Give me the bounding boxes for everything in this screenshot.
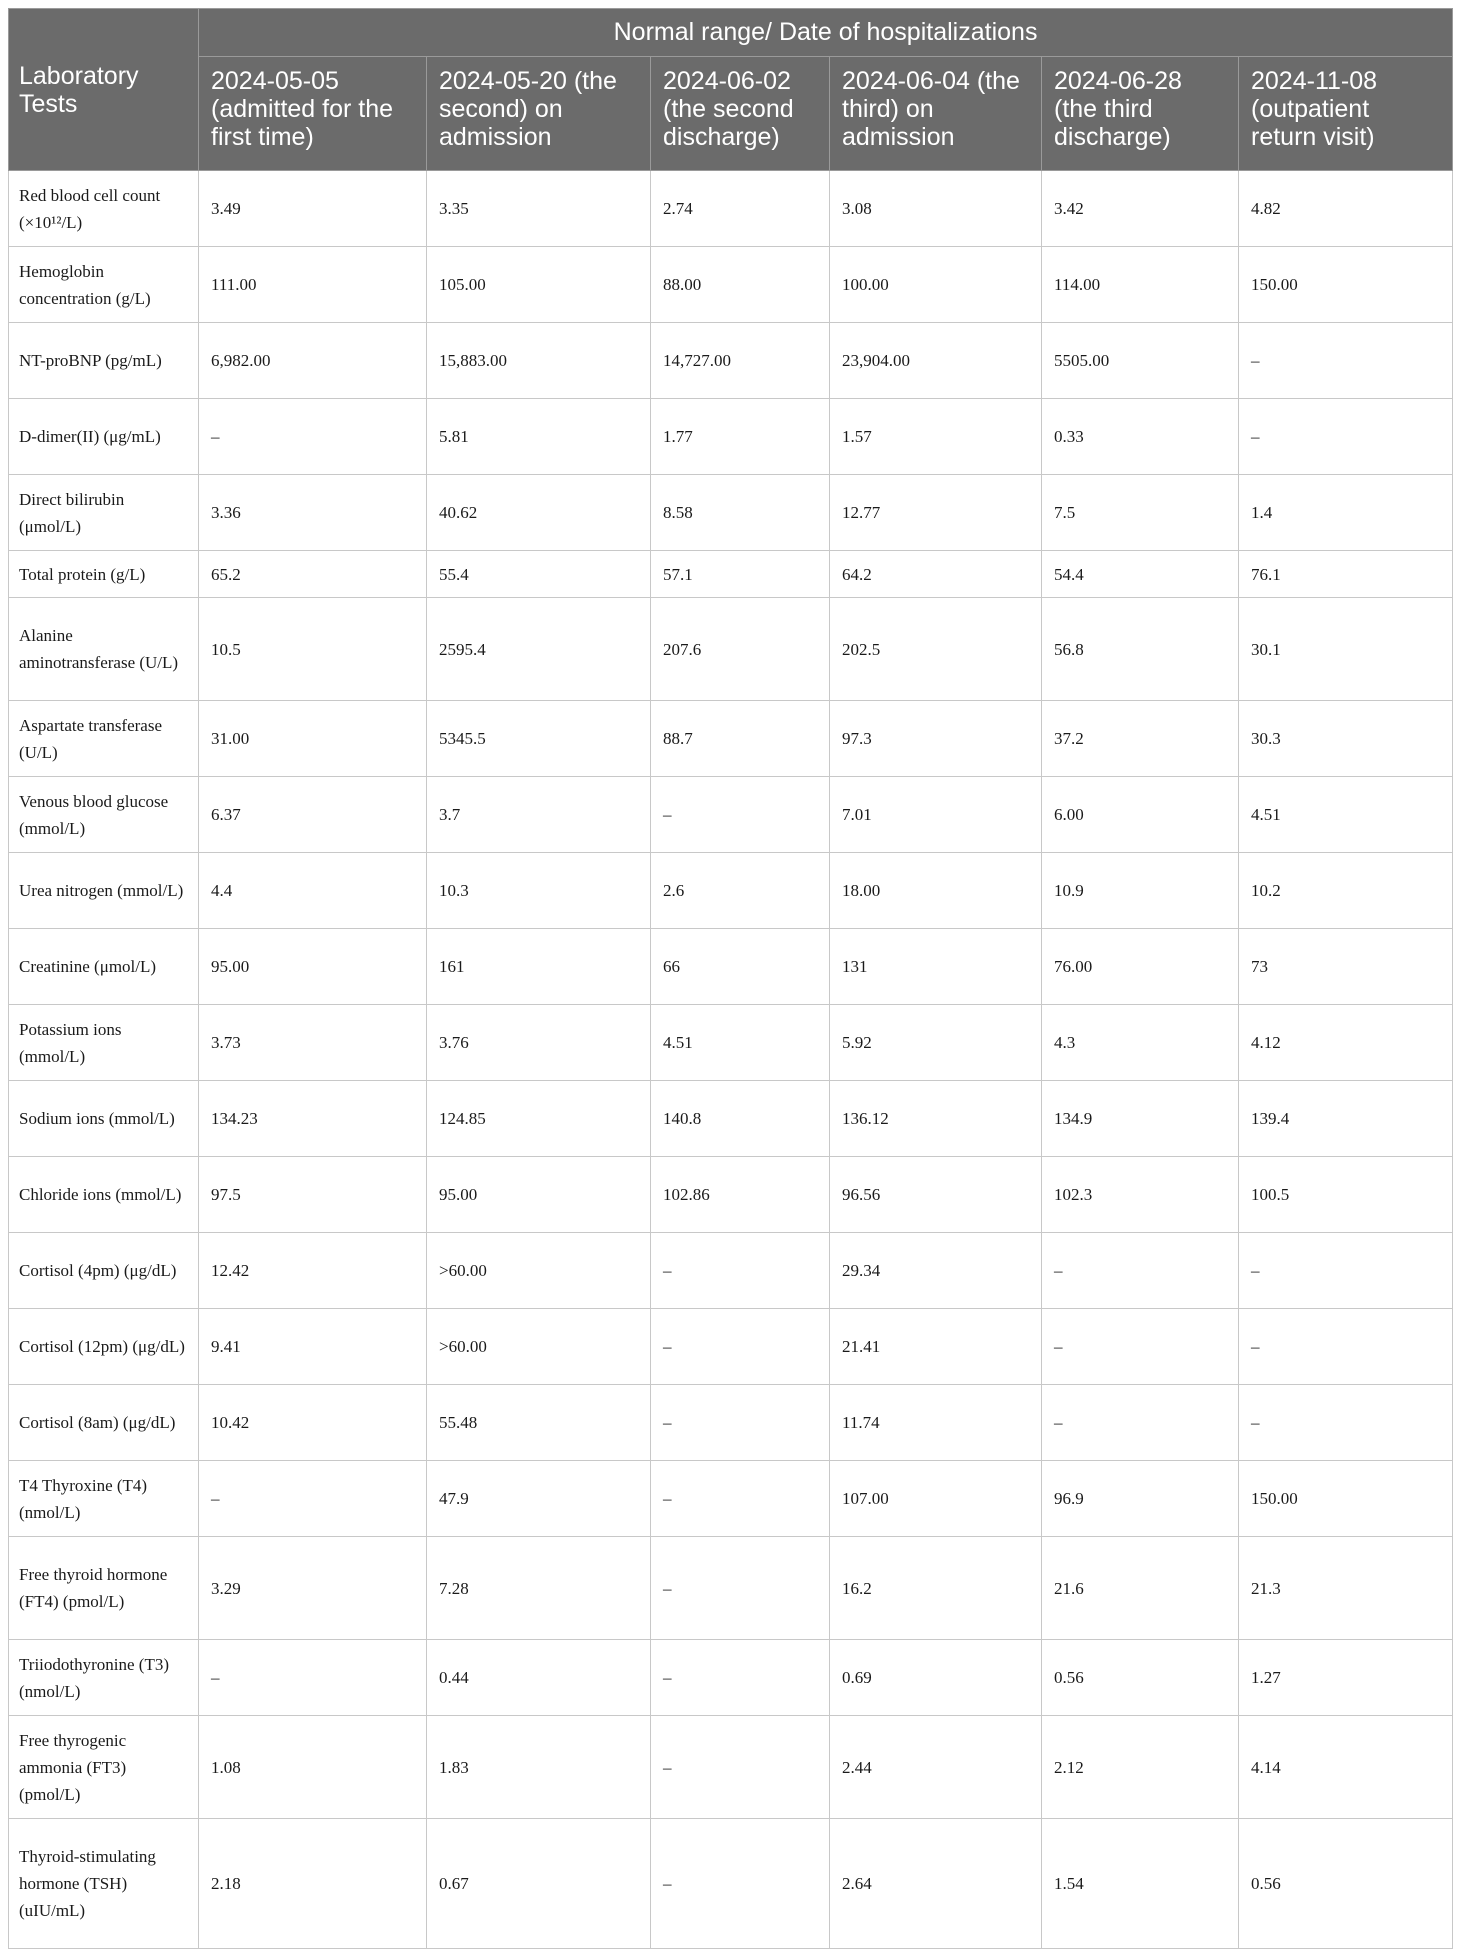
value-cell: 0.33 xyxy=(1042,399,1239,475)
value-cell: 9.41 xyxy=(199,1309,427,1385)
value-cell: 6.00 xyxy=(1042,777,1239,853)
value-cell: 1.27 xyxy=(1239,1640,1453,1716)
test-name-cell: Red blood cell count (×10¹²/L) xyxy=(9,171,199,247)
value-cell: – xyxy=(651,1640,830,1716)
value-cell: – xyxy=(1239,1309,1453,1385)
value-cell: – xyxy=(651,1309,830,1385)
table-row xyxy=(9,598,1453,701)
value-cell: 73 xyxy=(1239,929,1453,1005)
value-cell: 3.7 xyxy=(427,777,651,853)
test-name-cell: Chloride ions (mmol/L) xyxy=(9,1157,199,1233)
value-cell: 76.00 xyxy=(1042,929,1239,1005)
value-cell: 4.12 xyxy=(1239,1005,1453,1081)
value-cell: 30.3 xyxy=(1239,701,1453,777)
test-name-cell: Thyroid-stimulating hormone (TSH) (uIU/mL) xyxy=(9,1819,199,1949)
test-name-cell: NT-proBNP (pg/mL) xyxy=(9,323,199,399)
value-cell: 107.00 xyxy=(830,1461,1042,1537)
table-row xyxy=(9,1716,1453,1819)
value-cell: 139.4 xyxy=(1239,1081,1453,1157)
value-cell: 12.42 xyxy=(199,1233,427,1309)
test-name-cell: Free thyrogenic ammonia (FT3) (pmol/L) xyxy=(9,1716,199,1819)
table-row xyxy=(9,1081,1453,1157)
value-cell: 30.1 xyxy=(1239,598,1453,701)
value-cell: 1.77 xyxy=(651,399,830,475)
value-cell: 11.74 xyxy=(830,1385,1042,1461)
table-row xyxy=(9,1640,1453,1716)
value-cell: 57.1 xyxy=(651,551,830,598)
value-cell: 10.2 xyxy=(1239,853,1453,929)
column-header: 2024-05-20 (the second) on admission xyxy=(427,57,651,171)
value-cell: 1.54 xyxy=(1042,1819,1239,1949)
value-cell: 65.2 xyxy=(199,551,427,598)
table-body xyxy=(9,171,1453,1949)
column-header: 2024-06-28 (the third discharge) xyxy=(1042,57,1239,171)
value-cell: – xyxy=(199,1640,427,1716)
table-row xyxy=(9,929,1453,1005)
value-cell: 7.01 xyxy=(830,777,1042,853)
value-cell: 140.8 xyxy=(651,1081,830,1157)
value-cell: – xyxy=(199,1461,427,1537)
value-cell: 3.08 xyxy=(830,171,1042,247)
value-cell: 37.2 xyxy=(1042,701,1239,777)
value-cell: 15,883.00 xyxy=(427,323,651,399)
value-cell: 23,904.00 xyxy=(830,323,1042,399)
value-cell: – xyxy=(1042,1309,1239,1385)
table-row xyxy=(9,323,1453,399)
test-name-cell: Total protein (g/L) xyxy=(9,551,199,598)
value-cell: 2.6 xyxy=(651,853,830,929)
table-row xyxy=(9,1157,1453,1233)
value-cell: 96.56 xyxy=(830,1157,1042,1233)
table-row xyxy=(9,1233,1453,1309)
value-cell: 40.62 xyxy=(427,475,651,551)
value-cell: – xyxy=(651,1461,830,1537)
value-cell: 7.5 xyxy=(1042,475,1239,551)
value-cell: 111.00 xyxy=(199,247,427,323)
value-cell: 105.00 xyxy=(427,247,651,323)
value-cell: 150.00 xyxy=(1239,247,1453,323)
value-cell: 21.41 xyxy=(830,1309,1042,1385)
value-cell: 3.35 xyxy=(427,171,651,247)
value-cell: 3.76 xyxy=(427,1005,651,1081)
test-name-cell: Cortisol (4pm) (μg/dL) xyxy=(9,1233,199,1309)
value-cell: – xyxy=(1239,399,1453,475)
value-cell: 1.57 xyxy=(830,399,1042,475)
test-name-cell: D-dimer(II) (μg/mL) xyxy=(9,399,199,475)
value-cell: 3.36 xyxy=(199,475,427,551)
table-row xyxy=(9,853,1453,929)
value-cell: 102.3 xyxy=(1042,1157,1239,1233)
value-cell: 5345.5 xyxy=(427,701,651,777)
lab-results-table-container xyxy=(8,8,1452,1949)
value-cell: 5.81 xyxy=(427,399,651,475)
table-row xyxy=(9,171,1453,247)
test-name-cell: Sodium ions (mmol/L) xyxy=(9,1081,199,1157)
table-row xyxy=(9,701,1453,777)
value-cell: 2.74 xyxy=(651,171,830,247)
value-cell: 2.64 xyxy=(830,1819,1042,1949)
value-cell: 56.8 xyxy=(1042,598,1239,701)
value-cell: 55.4 xyxy=(427,551,651,598)
value-cell: 1.08 xyxy=(199,1716,427,1819)
value-cell: 10.3 xyxy=(427,853,651,929)
value-cell: 2.44 xyxy=(830,1716,1042,1819)
value-cell: 6,982.00 xyxy=(199,323,427,399)
value-cell: 2595.4 xyxy=(427,598,651,701)
value-cell: 161 xyxy=(427,929,651,1005)
value-cell: 12.77 xyxy=(830,475,1042,551)
table-row xyxy=(9,247,1453,323)
value-cell: >60.00 xyxy=(427,1233,651,1309)
value-cell: – xyxy=(651,1537,830,1640)
value-cell: >60.00 xyxy=(427,1309,651,1385)
value-cell: 0.69 xyxy=(830,1640,1042,1716)
table-row xyxy=(9,777,1453,853)
value-cell: 0.56 xyxy=(1239,1819,1453,1949)
value-cell: – xyxy=(1042,1233,1239,1309)
value-cell: 131 xyxy=(830,929,1042,1005)
table-row xyxy=(9,1385,1453,1461)
value-cell: 2.18 xyxy=(199,1819,427,1949)
value-cell: – xyxy=(199,399,427,475)
value-cell: 4.82 xyxy=(1239,171,1453,247)
value-cell: 10.5 xyxy=(199,598,427,701)
value-cell: 0.44 xyxy=(427,1640,651,1716)
test-name-cell: Creatinine (μmol/L) xyxy=(9,929,199,1005)
value-cell: 207.6 xyxy=(651,598,830,701)
value-cell: – xyxy=(651,1819,830,1949)
test-name-cell: Triiodothyronine (T3) (nmol/L) xyxy=(9,1640,199,1716)
test-name-cell: Alanine aminotransferase (U/L) xyxy=(9,598,199,701)
table-row xyxy=(9,1537,1453,1640)
value-cell: 100.5 xyxy=(1239,1157,1453,1233)
value-cell: 97.3 xyxy=(830,701,1042,777)
value-cell: 97.5 xyxy=(199,1157,427,1233)
value-cell: 88.00 xyxy=(651,247,830,323)
value-cell: 3.49 xyxy=(199,171,427,247)
value-cell: 4.4 xyxy=(199,853,427,929)
table-row xyxy=(9,399,1453,475)
value-cell: 4.51 xyxy=(651,1005,830,1081)
lab-results-table xyxy=(8,8,1453,1949)
test-name-cell: Cortisol (12pm) (μg/dL) xyxy=(9,1309,199,1385)
column-header: 2024-05-05 (admitted for the first time) xyxy=(199,57,427,171)
table-header xyxy=(9,9,1453,171)
value-cell: 31.00 xyxy=(199,701,427,777)
value-cell: 21.6 xyxy=(1042,1537,1239,1640)
value-cell: – xyxy=(1042,1385,1239,1461)
table-row xyxy=(9,1309,1453,1385)
corner-header-laboratory-tests: Laboratory Tests xyxy=(9,9,199,171)
value-cell: 0.67 xyxy=(427,1819,651,1949)
value-cell: 134.23 xyxy=(199,1081,427,1157)
table-row xyxy=(9,475,1453,551)
value-cell: 150.00 xyxy=(1239,1461,1453,1537)
value-cell: 124.85 xyxy=(427,1081,651,1157)
value-cell: 6.37 xyxy=(199,777,427,853)
test-name-cell: Cortisol (8am) (μg/dL) xyxy=(9,1385,199,1461)
value-cell: 1.83 xyxy=(427,1716,651,1819)
value-cell: 7.28 xyxy=(427,1537,651,1640)
value-cell: 66 xyxy=(651,929,830,1005)
value-cell: – xyxy=(651,777,830,853)
value-cell: 134.9 xyxy=(1042,1081,1239,1157)
test-name-cell: Urea nitrogen (mmol/L) xyxy=(9,853,199,929)
value-cell: – xyxy=(651,1385,830,1461)
value-cell: 4.51 xyxy=(1239,777,1453,853)
value-cell: 14,727.00 xyxy=(651,323,830,399)
value-cell: 1.4 xyxy=(1239,475,1453,551)
test-name-cell: T4 Thyroxine (T4) (nmol/L) xyxy=(9,1461,199,1537)
value-cell: 102.86 xyxy=(651,1157,830,1233)
test-name-cell: Free thyroid hormone (FT4) (pmol/L) xyxy=(9,1537,199,1640)
table-row xyxy=(9,551,1453,598)
table-row xyxy=(9,1005,1453,1081)
value-cell: 76.1 xyxy=(1239,551,1453,598)
value-cell: – xyxy=(1239,1233,1453,1309)
value-cell: 3.42 xyxy=(1042,171,1239,247)
test-name-cell: Potassium ions (mmol/L) xyxy=(9,1005,199,1081)
value-cell: 64.2 xyxy=(830,551,1042,598)
value-cell: 95.00 xyxy=(427,1157,651,1233)
value-cell: – xyxy=(651,1233,830,1309)
column-header: 2024-11-08 (outpatient return visit) xyxy=(1239,57,1453,171)
value-cell: 10.42 xyxy=(199,1385,427,1461)
value-cell: 47.9 xyxy=(427,1461,651,1537)
value-cell: 54.4 xyxy=(1042,551,1239,598)
test-name-cell: Hemoglobin concentration (g/L) xyxy=(9,247,199,323)
test-name-cell: Direct bilirubin (μmol/L) xyxy=(9,475,199,551)
column-header: 2024-06-02 (the second discharge) xyxy=(651,57,830,171)
value-cell: 10.9 xyxy=(1042,853,1239,929)
value-cell: 5.92 xyxy=(830,1005,1042,1081)
value-cell: 4.14 xyxy=(1239,1716,1453,1819)
value-cell: 5505.00 xyxy=(1042,323,1239,399)
value-cell: 4.3 xyxy=(1042,1005,1239,1081)
table-row xyxy=(9,1461,1453,1537)
value-cell: 8.58 xyxy=(651,475,830,551)
value-cell: 2.12 xyxy=(1042,1716,1239,1819)
value-cell: 95.00 xyxy=(199,929,427,1005)
value-cell: 21.3 xyxy=(1239,1537,1453,1640)
column-header: 2024-06-04 (the third) on admission xyxy=(830,57,1042,171)
value-cell: 202.5 xyxy=(830,598,1042,701)
test-name-cell: Venous blood glucose (mmol/L) xyxy=(9,777,199,853)
value-cell: 96.9 xyxy=(1042,1461,1239,1537)
value-cell: 114.00 xyxy=(1042,247,1239,323)
value-cell: 16.2 xyxy=(830,1537,1042,1640)
value-cell: – xyxy=(651,1716,830,1819)
group-header-dates: Normal range/ Date of hospitalizations xyxy=(199,9,1453,57)
value-cell: 0.56 xyxy=(1042,1640,1239,1716)
value-cell: 3.73 xyxy=(199,1005,427,1081)
value-cell: 88.7 xyxy=(651,701,830,777)
value-cell: – xyxy=(1239,1385,1453,1461)
value-cell: 55.48 xyxy=(427,1385,651,1461)
value-cell: 18.00 xyxy=(830,853,1042,929)
test-name-cell: Aspartate transferase (U/L) xyxy=(9,701,199,777)
value-cell: 29.34 xyxy=(830,1233,1042,1309)
value-cell: 3.29 xyxy=(199,1537,427,1640)
value-cell: 136.12 xyxy=(830,1081,1042,1157)
table-row xyxy=(9,1819,1453,1949)
value-cell: 100.00 xyxy=(830,247,1042,323)
value-cell: – xyxy=(1239,323,1453,399)
